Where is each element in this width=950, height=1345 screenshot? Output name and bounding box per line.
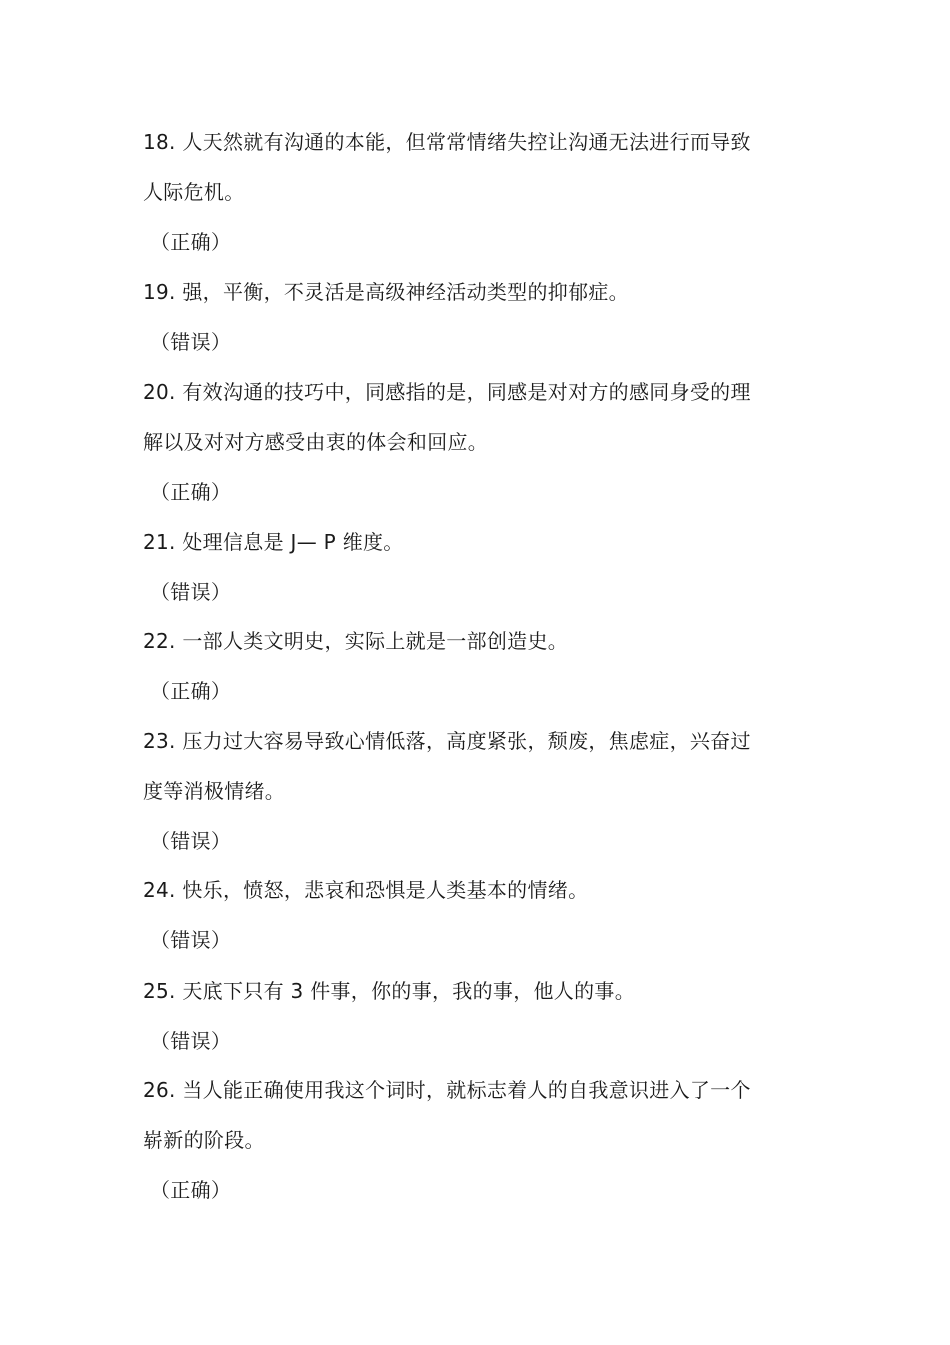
question-22-line-1: 22. 一部人类文明史，实际上就是一部创造史。 bbox=[143, 629, 569, 653]
question-20-line-2: 解以及对对方感受由衷的体会和回应。 bbox=[143, 430, 489, 454]
question-18-line-2: 人际危机。 bbox=[143, 180, 245, 204]
answer-22: （正确） bbox=[150, 679, 232, 703]
question-26-line-2: 崭新的阶段。 bbox=[143, 1128, 265, 1152]
question-26-line-1: 26. 当人能正确使用我这个词时，就标志着人的自我意识进入了一个 bbox=[143, 1078, 751, 1102]
question-21-line-1: 21. 处理信息是 J— P 维度。 bbox=[143, 530, 404, 554]
answer-21: （错误） bbox=[150, 580, 232, 604]
answer-20: （正确） bbox=[150, 480, 232, 504]
question-18-line-1: 18. 人天然就有沟通的本能，但常常情绪失控让沟通无法进行而导致 bbox=[143, 130, 751, 154]
answer-19: （错误） bbox=[150, 330, 232, 354]
answer-23: （错误） bbox=[150, 829, 232, 853]
answer-26: （正确） bbox=[150, 1178, 232, 1202]
question-25-line-1: 25. 天底下只有 3 件事，你的事，我的事，他人的事。 bbox=[143, 979, 636, 1003]
question-23-line-1: 23. 压力过大容易导致心情低落，高度紧张，颓废，焦虑症，兴奋过 bbox=[143, 729, 751, 753]
question-20-line-1: 20. 有效沟通的技巧中，同感指的是，同感是对对方的感同身受的理 bbox=[143, 380, 751, 404]
question-23-line-2: 度等消极情绪。 bbox=[143, 779, 286, 803]
question-24-line-1: 24. 快乐，愤怒，悲哀和恐惧是人类基本的情绪。 bbox=[143, 878, 589, 902]
answer-18: （正确） bbox=[150, 230, 232, 254]
answer-25: （错误） bbox=[150, 1029, 232, 1053]
question-19-line-1: 19. 强，平衡，不灵活是高级神经活动类型的抑郁症。 bbox=[143, 280, 629, 304]
answer-24: （错误） bbox=[150, 928, 232, 952]
